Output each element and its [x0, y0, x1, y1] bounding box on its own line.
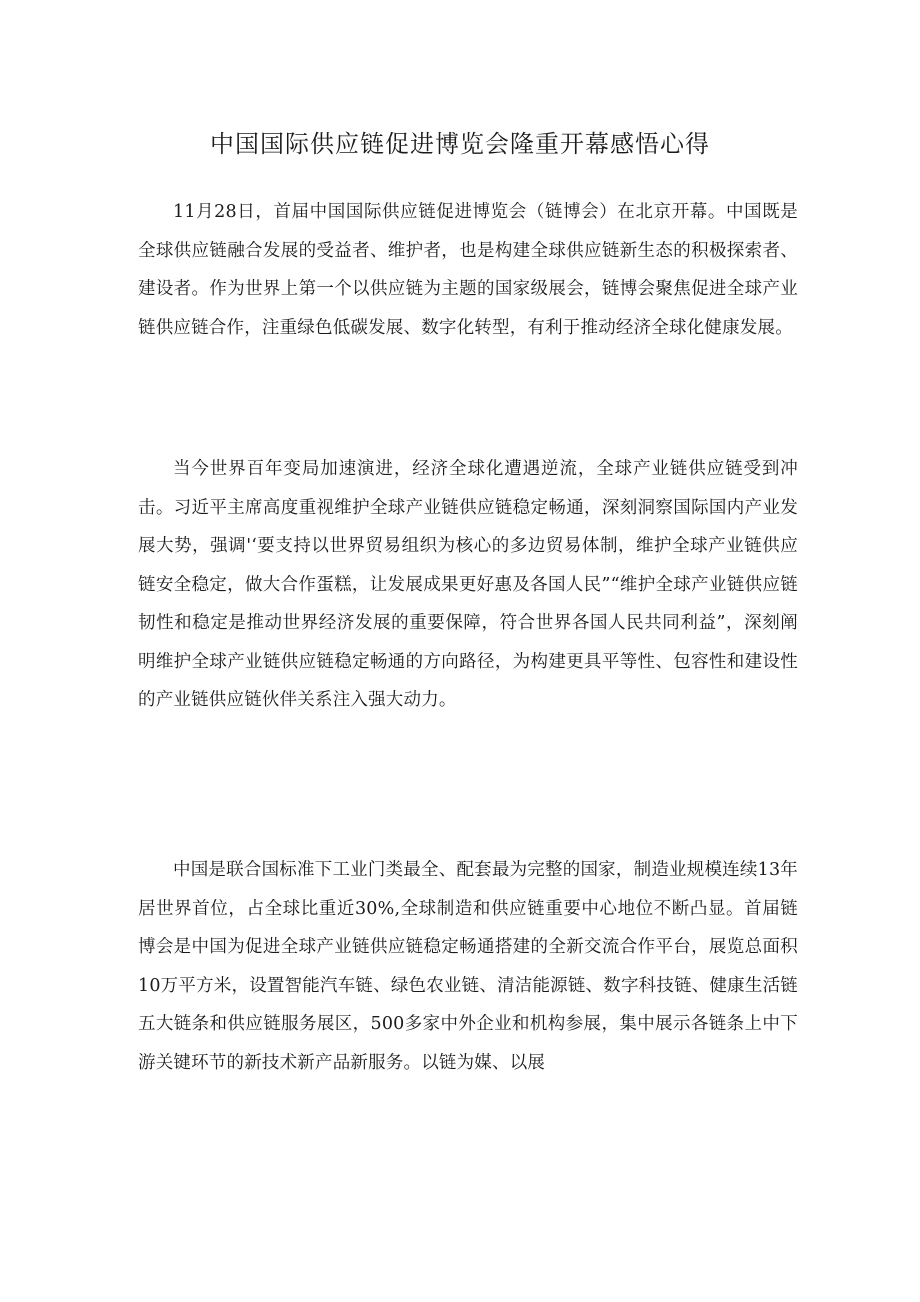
- paragraph-1: 11月28日，首届中国国际供应链促进博览会（链博会）在北京开幕。中国既是全球供应链融合发展的受益者、维护者，也是构建全球供应链新生态的积极探索者、建设者。作为世界上第一个以供应链为主题的国家级展会，链博会聚焦促进全球产业链供应链合作，注重绿色低碳发展、数字化转型，有利于推动经济全球化健康发展。: [138, 202, 798, 338]
- paragraph-3: 中国是联合国标准下工业门类最全、配套最为完整的国家，制造业规模连续13年居世界首位，占全球比重近30%,全球制造和供应链重要中心地位不断凸显。首届链博会是中国为促进全球产业链供应链稳定畅通搭建的全新交流合作平台，展览总面积10万平方米，设置智能汽车链、绿色农业链、清洁能源链、数字科技链、健康生活链五大链条和供应链服务展区，500多家中外企业和机构参展，集中展示各链条上中下游关键环节的新技术新产品新服务。以链为媒、以展: [138, 860, 798, 1073]
- document-title: 中国国际供应链促进博览会隆重开幕感悟心得: [210, 130, 710, 158]
- paragraph-2: 当今世界百年变局加速演进，经济全球化遭遇逆流，全球产业链供应链受到冲击。习近平主席高度重视维护全球产业链供应链稳定畅通，深刻洞察国际国内产业发展大势，强调'‘要支持以世界贸易组织为核心的多边贸易体制，维护全球产业链供应链安全稳定，做大合作蛋糕，让发展成果更好惠及各国人民”“维护全球产业链供应链韧性和稳定是推动世界经济发展的重要保障，符合世界各国人民共同利益”，深刻阐明维护全球产业链供应链稳定畅通的方向路径，为构建更具平等性、包容性和建设性的产业链供应链伙伴关系注入强大动力。: [138, 459, 798, 710]
